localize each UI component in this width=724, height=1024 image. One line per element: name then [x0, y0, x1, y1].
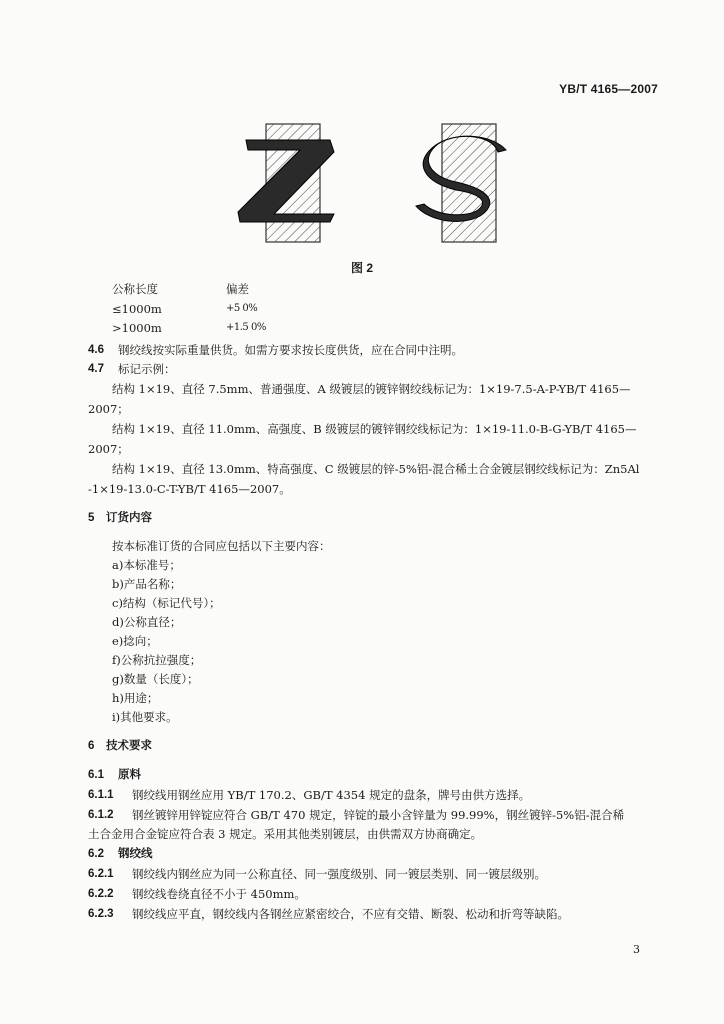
clause-title: 原料	[118, 769, 141, 781]
figure-caption: 图 2	[350, 261, 373, 275]
clause-text: 钢绞线按实际重量供货。如需方要求按长度供货，应在合同中注明。	[118, 343, 463, 357]
tolerance-row-length: >1000m	[112, 321, 162, 335]
section-title: 订货内容	[106, 512, 152, 524]
list-item: i)其他要求。	[112, 710, 178, 724]
list-item: b)产品名称；	[112, 577, 182, 591]
tolerance-row-length: ≤1000m	[112, 302, 162, 316]
example-text: 结构 1×19、直径 13.0mm、特高强度、C 级镀层的锌-5%铝-混合稀土合金镀层钢绞线标记为：Zn5Al	[112, 462, 640, 476]
clause-text: 钢绞线用钢丝应用 YB/T 170.2、GB/T 4354 规定的盘条，牌号由供方选择。	[132, 788, 531, 802]
clause-number: 4.7	[88, 363, 104, 375]
clause-number: 6.2.1	[88, 868, 114, 880]
standard-number-header: YB/T 4165—2007	[559, 82, 658, 96]
list-item: a)本标准号；	[112, 558, 181, 572]
z-lay-diagram	[238, 124, 334, 242]
tolerance-header-deviation: 偏差	[226, 282, 249, 296]
section-intro: 按本标准订货的合同应包括以下主要内容：	[112, 539, 331, 553]
section-number: 5	[88, 512, 95, 524]
clause-title: 钢绞线	[118, 848, 153, 860]
clause-text: 钢丝镀锌用锌锭应符合 GB/T 470 规定，锌锭的最小含锌量为 99.99%，钢丝镀锌-5%铝-混合稀	[132, 808, 625, 822]
clause-number: 6.2	[88, 848, 104, 860]
list-item: f)公称抗拉强度；	[112, 653, 202, 667]
list-item: c)结构（标记代号）；	[112, 596, 221, 610]
tolerance-header-length: 公称长度	[112, 282, 158, 296]
lay-direction-figure	[230, 118, 530, 248]
clause-number: 6.1.2	[88, 809, 114, 821]
page-number: 3	[633, 943, 640, 956]
tolerance-row-deviation: +5 0%	[226, 303, 258, 314]
list-item: d)公称直径；	[112, 615, 182, 629]
example-text: -1×19-13.0-C-T-YB/T 4165—2007。	[88, 482, 291, 496]
section-number: 6	[88, 740, 95, 752]
clause-text: 土合金用合金锭应符合表 3 规定。采用其他类别镀层，由供需双方协商确定。	[88, 827, 483, 841]
tolerance-row-deviation: +1.5 0%	[226, 322, 266, 333]
list-item: g)数量（长度）；	[112, 672, 199, 686]
clause-number: 6.2.2	[88, 888, 114, 900]
list-item: h)用途；	[112, 691, 159, 705]
list-item: e)捻向；	[112, 634, 158, 648]
clause-number: 6.1.1	[88, 789, 114, 801]
section-title: 技术要求	[106, 740, 152, 752]
clause-number: 4.6	[88, 344, 104, 356]
clause-number: 6.1	[88, 769, 104, 781]
example-text: 2007；	[88, 402, 129, 416]
clause-text: 钢绞线卷绕直径不小于 450mm。	[132, 887, 306, 901]
s-lay-diagram	[416, 124, 506, 242]
example-text: 结构 1×19、直径 7.5mm、普通强度、A 级镀层的镀锌钢绞线标记为：1×19-7.5-A-P-YB/T 4165—	[112, 382, 631, 396]
clause-title: 标记示例：	[118, 362, 176, 376]
clause-text: 钢绞线内钢丝应为同一公称直径、同一强度级别、同一镀层类别、同一镀层级别。	[132, 867, 546, 881]
example-text: 结构 1×19、直径 11.0mm、高强度、B 级镀层的镀锌钢绞线标记为：1×19-11.0-B-G-YB/T 4165—	[112, 422, 637, 436]
example-text: 2007；	[88, 442, 129, 456]
clause-number: 6.2.3	[88, 908, 114, 920]
clause-text: 钢绞线应平直，钢绞线内各钢丝应紧密绞合，不应有交错、断裂、松动和折弯等缺陷。	[132, 907, 569, 921]
